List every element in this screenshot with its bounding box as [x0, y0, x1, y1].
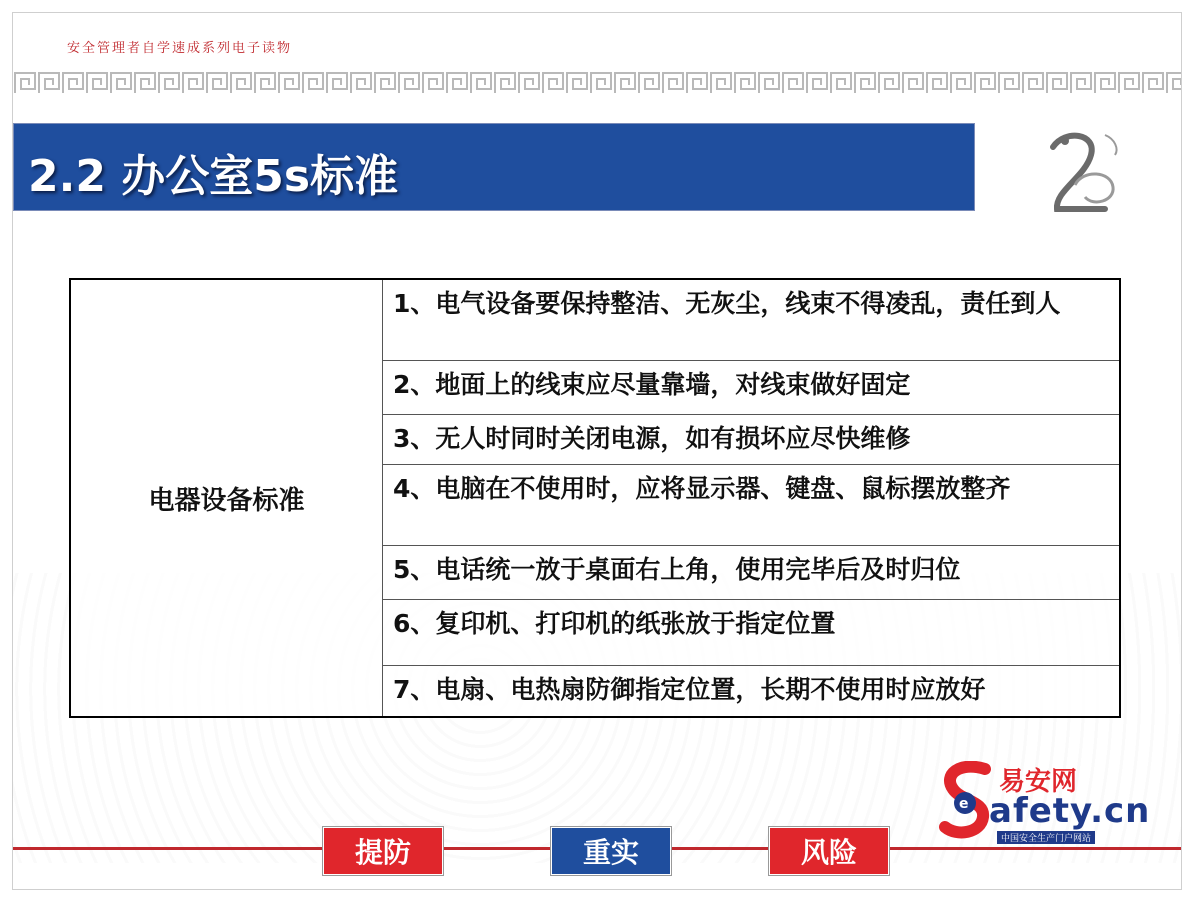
standards-table: [69, 278, 1121, 718]
fret-border-decoration: [13, 71, 1181, 95]
table-row: 2、地面上的线束应尽量靠墙，对线束做好固定: [383, 361, 1119, 415]
table-row: 7、电扇、电热扇防御指定位置，长期不使用时应放好: [393, 675, 986, 704]
button-fengxian[interactable]: 风险: [769, 827, 889, 875]
slide: [12, 12, 1182, 890]
decorative-logo-icon: [1035, 125, 1131, 221]
site-tagline: 中国安全生产门户网站: [997, 831, 1095, 844]
site-logo: [939, 761, 1151, 845]
table-row: 1、电气设备要保持整洁、无灰尘，线束不得凌乱，责任到人: [383, 280, 1119, 361]
s-swoosh-icon: [939, 761, 995, 841]
site-name: 易安网: [999, 767, 1078, 797]
svg-text:e: e: [959, 796, 969, 812]
table-row: 3、无人时同时关闭电源，如有损坏应尽快维修: [383, 415, 1119, 465]
site-domain: afety.cn: [989, 791, 1151, 831]
page-title: 2.2 办公室5s标准: [28, 151, 399, 202]
button-zhongshi[interactable]: 重实: [551, 827, 671, 875]
category-cell: 电器设备标准: [71, 280, 383, 716]
table-row: 4、电脑在不使用时，应将显示器、键盘、鼠标摆放整齐: [383, 465, 1119, 546]
button-tifang[interactable]: 提防: [323, 827, 443, 875]
table-row: 5、电话统一放于桌面右上角，使用完毕后及时归位: [383, 546, 1119, 600]
table-row: 6、复印机、打印机的纸张放于指定位置: [383, 600, 1119, 666]
title-bar: [13, 123, 975, 211]
series-title: 安全管理者自学速成系列电子读物: [67, 41, 293, 56]
